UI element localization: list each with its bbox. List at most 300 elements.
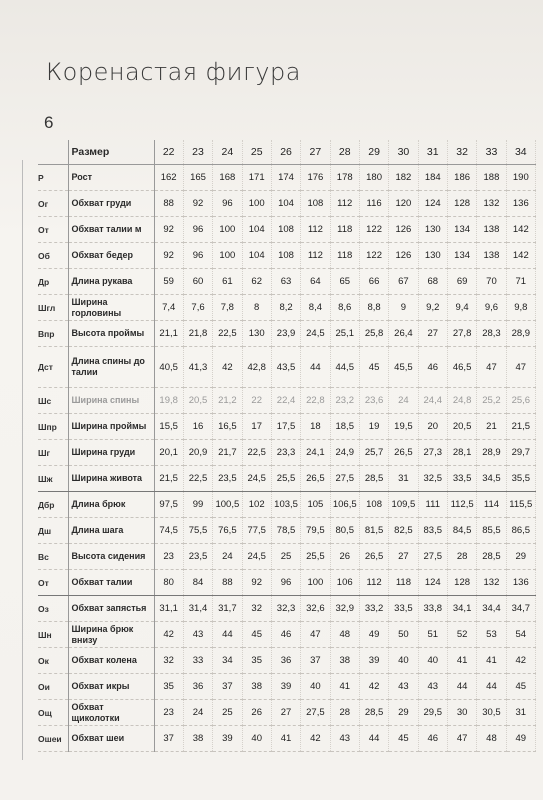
value-cell: 51: [418, 622, 447, 648]
value-cell: 15,5: [154, 414, 183, 440]
value-cell: 31,7: [213, 596, 242, 622]
value-cell: 25,1: [330, 321, 359, 347]
page-edge-line: [22, 160, 23, 760]
value-cell: 188: [477, 165, 506, 191]
value-cell: 33,8: [418, 596, 447, 622]
value-cell: 68: [418, 269, 447, 295]
value-cell: 100: [301, 570, 330, 596]
value-cell: 48: [477, 726, 506, 752]
value-cell: 27: [389, 544, 418, 570]
table-row: [38, 674, 536, 700]
value-cell: 80: [154, 570, 183, 596]
value-cell: 29,7: [506, 440, 535, 466]
value-cell: 45: [359, 347, 388, 388]
row-abbreviation: Шс: [38, 388, 68, 414]
value-cell: 33: [183, 648, 212, 674]
value-cell: 26: [242, 700, 271, 726]
value-cell: 45: [242, 622, 271, 648]
value-cell: 138: [477, 243, 506, 269]
value-cell: 46: [418, 347, 447, 388]
value-cell: 112: [359, 570, 388, 596]
value-cell: 21,5: [506, 414, 535, 440]
value-cell: 33,5: [447, 466, 476, 492]
value-cell: 44: [359, 726, 388, 752]
value-cell: 21: [477, 414, 506, 440]
value-cell: 100: [242, 191, 271, 217]
value-cell: 39: [271, 674, 300, 700]
value-cell: 23,9: [271, 321, 300, 347]
value-cell: 17: [242, 414, 271, 440]
value-cell: 18: [301, 414, 330, 440]
row-measurement-name: Обхват запястья: [68, 596, 154, 622]
value-cell: 28: [330, 700, 359, 726]
row-measurement-name: Рост: [68, 165, 154, 191]
value-cell: 86,5: [506, 518, 535, 544]
value-cell: 26: [330, 544, 359, 570]
value-cell: 43: [183, 622, 212, 648]
table-row: [38, 440, 536, 466]
value-cell: 97,5: [154, 492, 183, 518]
value-cell: 42: [213, 347, 242, 388]
value-cell: 100: [213, 217, 242, 243]
row-abbreviation: Шж: [38, 466, 68, 492]
header-size-cell: 33: [477, 140, 506, 165]
value-cell: 36: [271, 648, 300, 674]
row-abbreviation: Впр: [38, 321, 68, 347]
value-cell: 24,5: [301, 321, 330, 347]
value-cell: 20,9: [183, 440, 212, 466]
table-row: [38, 544, 536, 570]
row-measurement-name: Обхват икры: [68, 674, 154, 700]
row-abbreviation: Ок: [38, 648, 68, 674]
value-cell: 39: [359, 648, 388, 674]
row-abbreviation: Ог: [38, 191, 68, 217]
row-measurement-name: Обхват талии м: [68, 217, 154, 243]
value-cell: 34,5: [477, 466, 506, 492]
value-cell: 43: [330, 726, 359, 752]
value-cell: 96: [183, 243, 212, 269]
value-cell: 8,6: [330, 295, 359, 321]
value-cell: 75,5: [183, 518, 212, 544]
value-cell: 92: [154, 217, 183, 243]
page-title: Коренастая фигура: [46, 58, 301, 86]
value-cell: 74,5: [154, 518, 183, 544]
table-row: [38, 165, 536, 191]
size-chart-table: [38, 140, 536, 752]
value-cell: 42: [154, 622, 183, 648]
header-size-label: Размер: [68, 140, 154, 165]
value-cell: 41: [271, 726, 300, 752]
value-cell: 32,3: [271, 596, 300, 622]
value-cell: 9,4: [447, 295, 476, 321]
value-cell: 24,5: [242, 466, 271, 492]
row-abbreviation: Шгл: [38, 295, 68, 321]
value-cell: 88: [213, 570, 242, 596]
header-size-cell: 34: [506, 140, 535, 165]
value-cell: 100: [213, 243, 242, 269]
value-cell: 124: [418, 191, 447, 217]
value-cell: 28,9: [506, 321, 535, 347]
value-cell: 9,8: [506, 295, 535, 321]
row-measurement-name: Ширина горловины: [68, 295, 154, 321]
row-measurement-name: Высота проймы: [68, 321, 154, 347]
value-cell: 19: [359, 414, 388, 440]
value-cell: 62: [242, 269, 271, 295]
row-measurement-name: Длина шага: [68, 518, 154, 544]
value-cell: 21,7: [213, 440, 242, 466]
value-cell: 40: [389, 648, 418, 674]
value-cell: 165: [183, 165, 212, 191]
table-row: [38, 388, 536, 414]
value-cell: 78,5: [271, 518, 300, 544]
value-cell: 42: [359, 674, 388, 700]
value-cell: 22,5: [213, 321, 242, 347]
value-cell: 27,3: [418, 440, 447, 466]
value-cell: 106,5: [330, 492, 359, 518]
row-measurement-name: Обхват груди: [68, 191, 154, 217]
value-cell: 176: [301, 165, 330, 191]
value-cell: 24,4: [418, 388, 447, 414]
value-cell: 186: [447, 165, 476, 191]
value-cell: 102: [242, 492, 271, 518]
value-cell: 43: [418, 674, 447, 700]
value-cell: 59: [154, 269, 183, 295]
value-cell: 108: [359, 492, 388, 518]
value-cell: 111: [418, 492, 447, 518]
row-abbreviation: Р: [38, 165, 68, 191]
value-cell: 64: [301, 269, 330, 295]
value-cell: 23,2: [330, 388, 359, 414]
value-cell: 115,5: [506, 492, 535, 518]
value-cell: 106: [330, 570, 359, 596]
value-cell: 23,5: [213, 466, 242, 492]
value-cell: 30,5: [477, 700, 506, 726]
value-cell: 28,5: [359, 700, 388, 726]
table-row: [38, 622, 536, 648]
value-cell: 171: [242, 165, 271, 191]
value-cell: 118: [330, 217, 359, 243]
value-cell: 25,8: [359, 321, 388, 347]
value-cell: 46: [271, 622, 300, 648]
value-cell: 43,5: [271, 347, 300, 388]
value-cell: 28,1: [447, 440, 476, 466]
table-row: [38, 269, 536, 295]
value-cell: 35: [154, 674, 183, 700]
value-cell: 118: [330, 243, 359, 269]
table-row: [38, 321, 536, 347]
value-cell: 21,2: [213, 388, 242, 414]
table-row: [38, 191, 536, 217]
value-cell: 36: [183, 674, 212, 700]
value-cell: 108: [301, 191, 330, 217]
header-size-cell: 31: [418, 140, 447, 165]
value-cell: 24,9: [330, 440, 359, 466]
value-cell: 120: [389, 191, 418, 217]
header-size-cell: 29: [359, 140, 388, 165]
value-cell: 23,3: [271, 440, 300, 466]
value-cell: 42: [301, 726, 330, 752]
value-cell: 132: [477, 191, 506, 217]
row-measurement-name: Ширина спины: [68, 388, 154, 414]
value-cell: 142: [506, 217, 535, 243]
value-cell: 48: [330, 622, 359, 648]
value-cell: 22,8: [301, 388, 330, 414]
value-cell: 40: [242, 726, 271, 752]
value-cell: 63: [271, 269, 300, 295]
value-cell: 45,5: [389, 347, 418, 388]
value-cell: 24: [389, 388, 418, 414]
header-size-cell: 30: [389, 140, 418, 165]
value-cell: 17,5: [271, 414, 300, 440]
value-cell: 44: [213, 622, 242, 648]
value-cell: 16: [183, 414, 212, 440]
value-cell: 47: [477, 347, 506, 388]
table-row: [38, 726, 536, 752]
value-cell: 20,1: [154, 440, 183, 466]
table-row: [38, 648, 536, 674]
value-cell: 112: [330, 191, 359, 217]
value-cell: 50: [389, 622, 418, 648]
header-size-cell: 22: [154, 140, 183, 165]
value-cell: 124: [418, 570, 447, 596]
value-cell: 32: [242, 596, 271, 622]
row-abbreviation: От: [38, 570, 68, 596]
table-row: [38, 347, 536, 388]
value-cell: 136: [506, 570, 535, 596]
row-measurement-name: Обхват щиколотки: [68, 700, 154, 726]
value-cell: 92: [183, 191, 212, 217]
value-cell: 40: [301, 674, 330, 700]
page-number: 6: [44, 113, 54, 132]
value-cell: 23: [154, 700, 183, 726]
value-cell: 26,4: [389, 321, 418, 347]
row-measurement-name: Обхват талии: [68, 570, 154, 596]
value-cell: 82,5: [389, 518, 418, 544]
value-cell: 25,5: [301, 544, 330, 570]
value-cell: 136: [506, 191, 535, 217]
row-measurement-name: Длина рукава: [68, 269, 154, 295]
value-cell: 71: [506, 269, 535, 295]
row-abbreviation: Ои: [38, 674, 68, 700]
value-cell: 7,6: [183, 295, 212, 321]
header-size-cell: 24: [213, 140, 242, 165]
value-cell: 40: [418, 648, 447, 674]
value-cell: 27,5: [301, 700, 330, 726]
value-cell: 37: [213, 674, 242, 700]
row-abbreviation: Дбр: [38, 492, 68, 518]
value-cell: 96: [271, 570, 300, 596]
value-cell: 9: [389, 295, 418, 321]
value-cell: 25,6: [506, 388, 535, 414]
value-cell: 35: [242, 648, 271, 674]
value-cell: 28,3: [477, 321, 506, 347]
value-cell: 65: [330, 269, 359, 295]
value-cell: 80,5: [330, 518, 359, 544]
value-cell: 24,8: [447, 388, 476, 414]
value-cell: 41: [477, 648, 506, 674]
header-size-cell: 26: [271, 140, 300, 165]
row-abbreviation: От: [38, 217, 68, 243]
value-cell: 27: [271, 700, 300, 726]
value-cell: 47: [447, 726, 476, 752]
row-abbreviation: Вс: [38, 544, 68, 570]
value-cell: 20,5: [447, 414, 476, 440]
value-cell: 108: [271, 243, 300, 269]
value-cell: 37: [154, 726, 183, 752]
value-cell: 132: [477, 570, 506, 596]
table-row: [38, 217, 536, 243]
value-cell: 44,5: [330, 347, 359, 388]
value-cell: 24: [183, 700, 212, 726]
value-cell: 41,3: [183, 347, 212, 388]
value-cell: 9,2: [418, 295, 447, 321]
value-cell: 28,5: [359, 466, 388, 492]
value-cell: 174: [271, 165, 300, 191]
value-cell: 126: [389, 217, 418, 243]
row-measurement-name: Обхват бедер: [68, 243, 154, 269]
value-cell: 39: [213, 726, 242, 752]
value-cell: 103,5: [271, 492, 300, 518]
value-cell: 104: [242, 243, 271, 269]
value-cell: 92: [242, 570, 271, 596]
value-cell: 21,5: [154, 466, 183, 492]
value-cell: 19,8: [154, 388, 183, 414]
value-cell: 32,9: [330, 596, 359, 622]
value-cell: 18,5: [330, 414, 359, 440]
row-measurement-name: Высота сидения: [68, 544, 154, 570]
value-cell: 29,5: [418, 700, 447, 726]
value-cell: 108: [271, 217, 300, 243]
row-abbreviation: Об: [38, 243, 68, 269]
value-cell: 7,4: [154, 295, 183, 321]
value-cell: 8,4: [301, 295, 330, 321]
value-cell: 66: [359, 269, 388, 295]
row-measurement-name: Ширина брюк внизу: [68, 622, 154, 648]
value-cell: 77,5: [242, 518, 271, 544]
table-row: [38, 700, 536, 726]
value-cell: 53: [477, 622, 506, 648]
table-row: [38, 570, 536, 596]
value-cell: 27: [418, 321, 447, 347]
value-cell: 69: [447, 269, 476, 295]
value-cell: 96: [213, 191, 242, 217]
value-cell: 178: [330, 165, 359, 191]
value-cell: 126: [389, 243, 418, 269]
row-abbreviation: Др: [38, 269, 68, 295]
value-cell: 19,5: [389, 414, 418, 440]
value-cell: 8,2: [271, 295, 300, 321]
value-cell: 27,5: [330, 466, 359, 492]
value-cell: 105: [301, 492, 330, 518]
value-cell: 40,5: [154, 347, 183, 388]
value-cell: 46,5: [447, 347, 476, 388]
value-cell: 34,7: [506, 596, 535, 622]
value-cell: 184: [418, 165, 447, 191]
value-cell: 79,5: [301, 518, 330, 544]
row-measurement-name: Ширина груди: [68, 440, 154, 466]
row-abbreviation: Шг: [38, 440, 68, 466]
value-cell: 29: [389, 700, 418, 726]
value-cell: 47: [506, 347, 535, 388]
value-cell: 25: [271, 544, 300, 570]
value-cell: 25,2: [477, 388, 506, 414]
value-cell: 28,5: [477, 544, 506, 570]
value-cell: 54: [506, 622, 535, 648]
value-cell: 31,4: [183, 596, 212, 622]
row-measurement-name: Обхват колена: [68, 648, 154, 674]
value-cell: 134: [447, 243, 476, 269]
table-row: [38, 466, 536, 492]
header-size-cell: 28: [330, 140, 359, 165]
value-cell: 31: [506, 700, 535, 726]
value-cell: 24,5: [242, 544, 271, 570]
row-measurement-name: Обхват шеи: [68, 726, 154, 752]
table-row: [38, 243, 536, 269]
table-row: [38, 414, 536, 440]
value-cell: 114: [477, 492, 506, 518]
value-cell: 21,1: [154, 321, 183, 347]
value-cell: 104: [242, 217, 271, 243]
value-cell: 47: [301, 622, 330, 648]
value-cell: 25,5: [271, 466, 300, 492]
value-cell: 33,5: [389, 596, 418, 622]
value-cell: 26,5: [301, 466, 330, 492]
value-cell: 22,5: [242, 440, 271, 466]
value-cell: 76,5: [213, 518, 242, 544]
value-cell: 44: [477, 674, 506, 700]
table-row: [38, 596, 536, 622]
value-cell: 45: [506, 674, 535, 700]
value-cell: 88: [154, 191, 183, 217]
value-cell: 42: [506, 648, 535, 674]
value-cell: 28: [447, 544, 476, 570]
value-cell: 26,5: [389, 440, 418, 466]
value-cell: 45: [389, 726, 418, 752]
value-cell: 41: [447, 648, 476, 674]
header-size-cell: 23: [183, 140, 212, 165]
value-cell: 25: [213, 700, 242, 726]
value-cell: 168: [213, 165, 242, 191]
value-cell: 23: [154, 544, 183, 570]
value-cell: 8,8: [359, 295, 388, 321]
row-measurement-name: Длина спины до талии: [68, 347, 154, 388]
value-cell: 31,1: [154, 596, 183, 622]
value-cell: 92: [154, 243, 183, 269]
value-cell: 99: [183, 492, 212, 518]
value-cell: 142: [506, 243, 535, 269]
value-cell: 112: [301, 217, 330, 243]
value-cell: 23,6: [359, 388, 388, 414]
value-cell: 32,6: [301, 596, 330, 622]
value-cell: 29: [506, 544, 535, 570]
row-abbreviation: Шпр: [38, 414, 68, 440]
value-cell: 52: [447, 622, 476, 648]
value-cell: 34,1: [447, 596, 476, 622]
value-cell: 83,5: [418, 518, 447, 544]
value-cell: 25,7: [359, 440, 388, 466]
value-cell: 16,5: [213, 414, 242, 440]
value-cell: 130: [242, 321, 271, 347]
value-cell: 70: [477, 269, 506, 295]
value-cell: 118: [389, 570, 418, 596]
table-row: [38, 492, 536, 518]
value-cell: 22,5: [183, 466, 212, 492]
value-cell: 182: [389, 165, 418, 191]
value-cell: 9,6: [477, 295, 506, 321]
value-cell: 49: [359, 622, 388, 648]
value-cell: 60: [183, 269, 212, 295]
header-size-cell: 27: [301, 140, 330, 165]
